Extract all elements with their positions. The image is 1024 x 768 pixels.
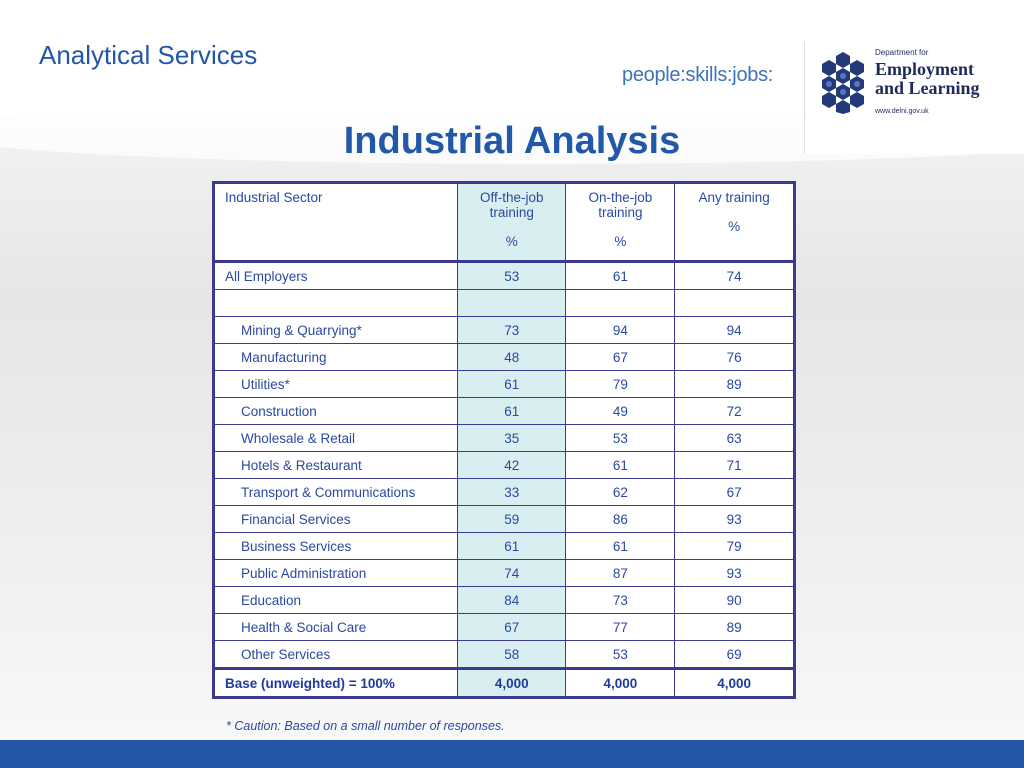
table-row-all-employers (214, 262, 795, 290)
value-any: 72 (675, 398, 795, 425)
value-on: 61 (566, 452, 675, 479)
footnote: * Caution: Based on a small number of responses. (226, 719, 505, 733)
value-any: 76 (675, 344, 795, 371)
table-row-blank (214, 290, 795, 317)
value-any: 93 (675, 560, 795, 587)
all-employers-off: 53 (458, 262, 566, 290)
header-on-the-job (566, 183, 675, 262)
value-off: 61 (458, 533, 566, 560)
table-row (214, 506, 795, 533)
value-on: 77 (566, 614, 675, 641)
table-row (214, 344, 795, 371)
table-row (214, 452, 795, 479)
blank-cell (214, 290, 458, 317)
value-any: 71 (675, 452, 795, 479)
header-off-unit: % (505, 234, 518, 249)
value-on: 94 (566, 317, 675, 344)
value-any: 69 (675, 641, 795, 669)
base-label: Base (unweighted) = 100% (214, 669, 458, 698)
sector-label: Other Services (214, 641, 458, 669)
value-on: 61 (566, 533, 675, 560)
sector-label: Mining & Quarrying* (214, 317, 458, 344)
value-off: 67 (458, 614, 566, 641)
table-row (214, 479, 795, 506)
hexagon-cluster-icon (815, 50, 871, 114)
table-row (214, 587, 795, 614)
table-row (214, 398, 795, 425)
header-on-line-2: training (598, 205, 643, 220)
value-any: 63 (675, 425, 795, 452)
value-off: 48 (458, 344, 566, 371)
all-employers-on: 61 (566, 262, 675, 290)
header-any-unit: % (728, 219, 741, 234)
header-off-line-1: Off-the-job (479, 190, 544, 205)
blank-cell (566, 290, 675, 317)
value-any: 89 (675, 614, 795, 641)
header-any-training (675, 183, 795, 262)
sector-label: Wholesale & Retail (214, 425, 458, 452)
footer-bar (0, 740, 1024, 768)
tagline: people:skills:jobs: (622, 64, 774, 86)
value-on: 49 (566, 398, 675, 425)
value-any: 93 (675, 506, 795, 533)
table-row (214, 641, 795, 669)
header-any-line-1: Any training (698, 190, 770, 205)
logo-dept-name (875, 60, 980, 98)
value-off: 35 (458, 425, 566, 452)
value-any: 89 (675, 371, 795, 398)
value-on: 87 (566, 560, 675, 587)
value-off: 74 (458, 560, 566, 587)
all-employers-label: All Employers (214, 262, 458, 290)
value-any: 79 (675, 533, 795, 560)
value-off: 58 (458, 641, 566, 669)
value-on: 62 (566, 479, 675, 506)
blank-cell (675, 290, 795, 317)
sector-label: Health & Social Care (214, 614, 458, 641)
table-header-row (214, 183, 795, 262)
base-off: 4,000 (458, 669, 566, 698)
base-any: 4,000 (675, 669, 795, 698)
value-off: 59 (458, 506, 566, 533)
sector-label: Business Services (214, 533, 458, 560)
table-row (214, 317, 795, 344)
logo-url: www.delni.gov.uk (875, 108, 929, 115)
value-off: 84 (458, 587, 566, 614)
header-on-line-1: On-the-job (588, 190, 653, 205)
header-on-unit: % (614, 234, 627, 249)
header-sector: Industrial Sector (214, 183, 458, 262)
sector-label: Construction (214, 398, 458, 425)
logo-line-2: and Learning (875, 78, 980, 98)
sector-label: Education (214, 587, 458, 614)
table-row (214, 560, 795, 587)
value-off: 61 (458, 398, 566, 425)
blank-cell (458, 290, 566, 317)
value-off: 73 (458, 317, 566, 344)
sector-label: Transport & Communications (214, 479, 458, 506)
sector-label: Hotels & Restaurant (214, 452, 458, 479)
value-any: 94 (675, 317, 795, 344)
sector-label: Public Administration (214, 560, 458, 587)
value-on: 73 (566, 587, 675, 614)
sector-label: Manufacturing (214, 344, 458, 371)
base-on: 4,000 (566, 669, 675, 698)
header-off-the-job (458, 183, 566, 262)
value-off: 61 (458, 371, 566, 398)
logo-line-1: Employment (875, 59, 974, 79)
table-row (214, 371, 795, 398)
value-any: 90 (675, 587, 795, 614)
sector-label: Financial Services (214, 506, 458, 533)
section-title: Analytical Services (39, 40, 258, 70)
value-off: 42 (458, 452, 566, 479)
table-row (214, 614, 795, 641)
page-title: Industrial Analysis (343, 120, 681, 162)
table-row-base (214, 669, 795, 698)
training-table (212, 181, 796, 699)
value-on: 53 (566, 641, 675, 669)
value-on: 79 (566, 371, 675, 398)
sector-label: Utilities* (214, 371, 458, 398)
table-row (214, 425, 795, 452)
value-any: 67 (675, 479, 795, 506)
header-off-line-2: training (489, 205, 534, 220)
all-employers-any: 74 (675, 262, 795, 290)
value-on: 86 (566, 506, 675, 533)
value-on: 67 (566, 344, 675, 371)
value-on: 53 (566, 425, 675, 452)
logo-dept-label: Department for (875, 48, 929, 57)
table-row (214, 533, 795, 560)
value-off: 33 (458, 479, 566, 506)
